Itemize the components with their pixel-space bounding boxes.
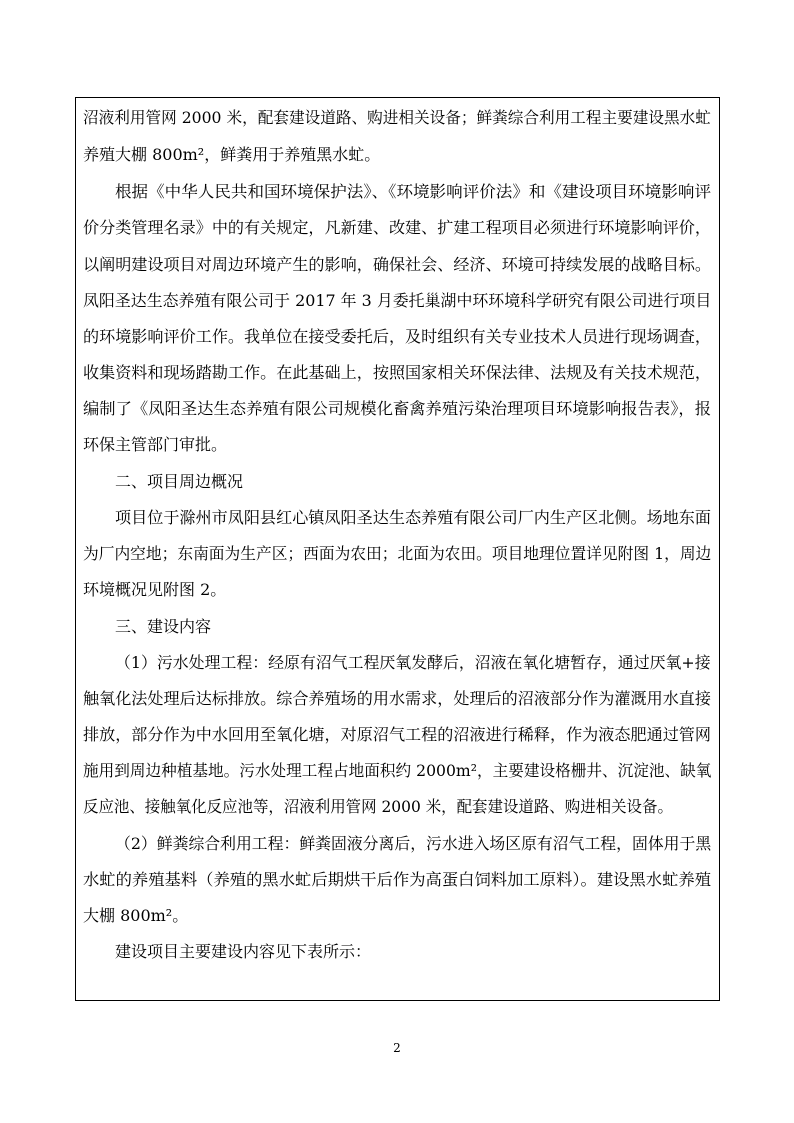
text-line: 养殖大棚 800m²，鲜粪用于养殖黑水虻。 (83, 145, 381, 164)
text-line: 凤阳圣达生态养殖有限公司于 2017 年 3 月委托巢湖中环环境科学研究有限公司进行项目 (83, 291, 712, 310)
text-line: （1）污水处理工程：经原有沼气工程厌氧发酵后，沼液在氧化塘暂存，通过厌氧+接 (115, 653, 711, 672)
text-line: 沼液利用管网 2000 米，配套建设道路、购进相关设备；鲜粪综合利用工程主要建设黑水虻 (83, 108, 711, 127)
text-line: 以阐明建设项目对周边环境产生的影响，确保社会、经济、环境可持续发展的战略目标。 (83, 255, 712, 274)
text-line: 施用到周边种植基地。污水处理工程占地面积约 2000m²，主要建设格栅井、沉淀池、缺氧 (83, 761, 712, 780)
page-number: 2 (393, 1041, 401, 1055)
text-line: 的环境影响评价工作。我单位在接受委托后，及时组织有关专业技术人员进行现场调查， (83, 327, 712, 346)
text-line: 为厂内空地；东南面为生产区；西面为农田；北面为农田。项目地理位置详见附图 1，周边 (83, 544, 712, 563)
text-line: 水虻的养殖基料（养殖的黑水虻后期烘干后作为高蛋白饲料加工原料）。建设黑水虻养殖 (83, 870, 712, 889)
text-line: 建设项目主要建设内容见下表所示： (115, 942, 372, 961)
text-line: 编制了《凤阳圣达生态养殖有限公司规模化畜禽养殖污染治理项目环境影响报告表》，报 (83, 399, 712, 418)
text-line: 项目位于滁州市凤阳县红心镇凤阳圣达生态养殖有限公司厂内生产区北侧。场地东面 (115, 508, 712, 527)
text-line: 排放，部分作为中水回用至氧化塘，对原沼气工程的沼液进行稀释，作为液态肥通过管网 (83, 725, 712, 744)
section-heading: 二、项目周边概况 (115, 472, 244, 491)
text-line: 收集资料和现场踏勘工作。在此基础上，按照国家相关环保法律、法规及有关技术规范， (83, 363, 712, 382)
text-line: （2）鲜粪综合利用工程：鲜粪固液分离后，污水进入场区原有沼气工程，固体用于黑 (115, 834, 712, 853)
text-line: 环保主管部门审批。 (83, 435, 228, 454)
text-line: 价分类管理名录》中的有关规定，凡新建、改建、扩建工程项目必须进行环境影响评价， (83, 218, 712, 237)
text-line: 根据《中华人民共和国环境保护法》、《环境影响评价法》和《建设项目环境影响评 (115, 182, 712, 201)
text-line: 环境概况见附图 2。 (83, 580, 227, 599)
text-line: 反应池、接触氧化反应池等，沼液利用管网 2000 米，配套建设道路、购进相关设备。 (83, 797, 673, 816)
text-line: 大棚 800m²。 (83, 906, 189, 925)
text-line: 触氧化法处理后达标排放。综合养殖场的用水需求，处理后的沼液部分作为灌溉用水直接 (83, 689, 712, 708)
section-heading: 三、建设内容 (115, 617, 212, 636)
